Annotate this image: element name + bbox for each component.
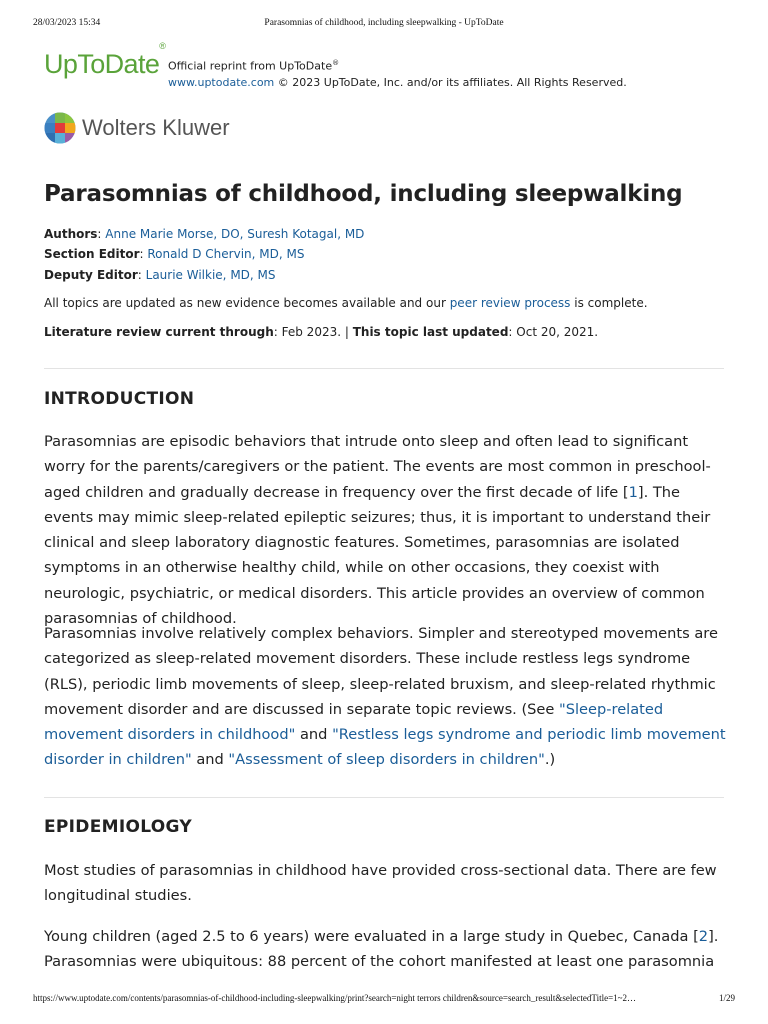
authors-line: Authors: Anne Marie Morse, DO, Suresh Kotagal, MD bbox=[44, 227, 365, 241]
update-note bbox=[44, 296, 648, 310]
update-note-end: is complete. bbox=[570, 296, 648, 310]
intro-p2-text: Parasomnias involve relatively complex behaviors. Simpler and stereotyped movements are categorized as sleep-related movement disorders. These include restless legs syndrome (RLS), periodic limb movements of sleep, sleep-related bruxism, and sleep-related rhythmic movement disorder and are discussed in separate topic reviews. (See bbox=[44, 625, 718, 718]
introduction-paragraph-2 bbox=[44, 621, 728, 773]
section-divider bbox=[44, 797, 724, 798]
last-updated-value: : Oct 20, 2021. bbox=[508, 325, 599, 339]
deputy-editor-line: Deputy Editor: Laurie Wilkie, MD, MS bbox=[44, 268, 276, 282]
print-doc-title: Parasomnias of childhood, including sleepwalking - UpToDate bbox=[264, 18, 504, 28]
introduction-heading: INTRODUCTION bbox=[44, 389, 195, 409]
section-editor-label: Section Editor bbox=[44, 247, 140, 261]
logo-text: UpToDate bbox=[44, 49, 160, 79]
article-title: Parasomnias of childhood, including sleepwalking bbox=[44, 181, 683, 207]
authors-label: Authors bbox=[44, 227, 98, 241]
epi-p2-text: Young children (aged 2.5 to 6 years) were evaluated in a large study in Quebec, Canada [ bbox=[44, 928, 699, 945]
wolters-kluwer-mark-icon bbox=[44, 112, 76, 144]
introduction-paragraph-1 bbox=[44, 429, 728, 631]
epidemiology-heading: EPIDEMIOLOGY bbox=[44, 817, 192, 837]
reprint-notice bbox=[168, 55, 627, 91]
epidemiology-paragraph-2 bbox=[44, 924, 728, 975]
epi-p2-text-cont: ]. Parasomnias were ubiquitous: 88 percent of the cohort manifested at least one parasomnia bbox=[44, 928, 719, 971]
uptodate-logo[interactable] bbox=[44, 41, 166, 80]
link-assessment-sleep-disorders[interactable]: "Assessment of sleep disorders in children" bbox=[228, 751, 545, 769]
intro-p1-text-cont: ]. The events may mimic sleep-related epileptic seizures; thus, it is important to understand their clinical and sleep laboratory diagnostic features. Sometimes, parasomnias are isolated symptoms in an otherwise healthy child, while on other occasions, they coexist with neurologic, psychiatric, or medical disorders. This article provides an overview of common parasomnias of childhood. bbox=[44, 483, 711, 628]
link-restless-legs[interactable]: "Restless legs syndrome and periodic limb movement disorder in children" bbox=[44, 726, 726, 769]
print-footer bbox=[33, 993, 735, 1007]
lit-review-label: Literature review current through bbox=[44, 325, 274, 339]
intro-p2-end: .) bbox=[544, 751, 556, 769]
intro-p2-and: and bbox=[295, 726, 333, 744]
print-datetime: 28/03/2023 15:34 bbox=[33, 18, 101, 28]
copyright-text: © 2023 UpToDate, Inc. and/or its affiliates. All Rights Reserved. bbox=[274, 75, 627, 89]
intro-p2-and-2: and bbox=[191, 751, 229, 769]
authors-links[interactable]: Anne Marie Morse, DO, Suresh Kotagal, MD bbox=[105, 227, 365, 241]
reference-link-2[interactable]: 2 bbox=[698, 928, 709, 945]
publisher-name: Wolters Kluwer bbox=[82, 115, 230, 140]
section-divider bbox=[44, 368, 724, 369]
print-url: https://www.uptodate.com/contents/parasomnias-of-childhood-including-sleepwalking/print?search=night terrors children&source=search_result&selectedTitle=1~2… bbox=[33, 993, 637, 1003]
peer-review-link[interactable]: peer review process bbox=[449, 296, 571, 310]
section-editor-link[interactable]: Ronald D Chervin, MD, MS bbox=[147, 247, 305, 261]
last-updated-label: This topic last updated bbox=[352, 325, 509, 339]
print-header bbox=[33, 18, 735, 32]
reprint-registered-mark: ® bbox=[332, 59, 340, 67]
deputy-editor-link[interactable]: Laurie Wilkie, MD, MS bbox=[145, 268, 276, 282]
intro-p1-text: Parasomnias are episodic behaviors that intrude onto sleep and often lead to significant worry for the parents/caregivers or the patient. The events are most common in preschool-aged children and gradually decrease in frequency over the first decade of life [ bbox=[44, 433, 711, 501]
deputy-editor-label: Deputy Editor bbox=[44, 268, 138, 282]
link-sleep-movement-disorders[interactable]: "Sleep-related movement disorders in childhood" bbox=[44, 700, 664, 744]
reprint-line: Official reprint from UpToDate bbox=[168, 59, 333, 73]
lit-review-value: : Feb 2023. | bbox=[273, 325, 353, 339]
epidemiology-paragraph-1: Most studies of parasomnias in childhood have provided cross-sectional data. There are few longitudinal studies. bbox=[44, 862, 717, 905]
update-note-text: All topics are updated as new evidence becomes available and our bbox=[44, 296, 450, 310]
section-editor-line: Section Editor: Ronald D Chervin, MD, MS bbox=[44, 247, 305, 261]
print-page-number: 1/29 bbox=[718, 993, 735, 1003]
uptodate-site-link[interactable]: www.uptodate.com bbox=[168, 75, 275, 89]
review-dates bbox=[44, 325, 598, 339]
logo-registered-mark: ® bbox=[159, 41, 166, 51]
reference-link-1[interactable]: 1 bbox=[628, 483, 638, 501]
